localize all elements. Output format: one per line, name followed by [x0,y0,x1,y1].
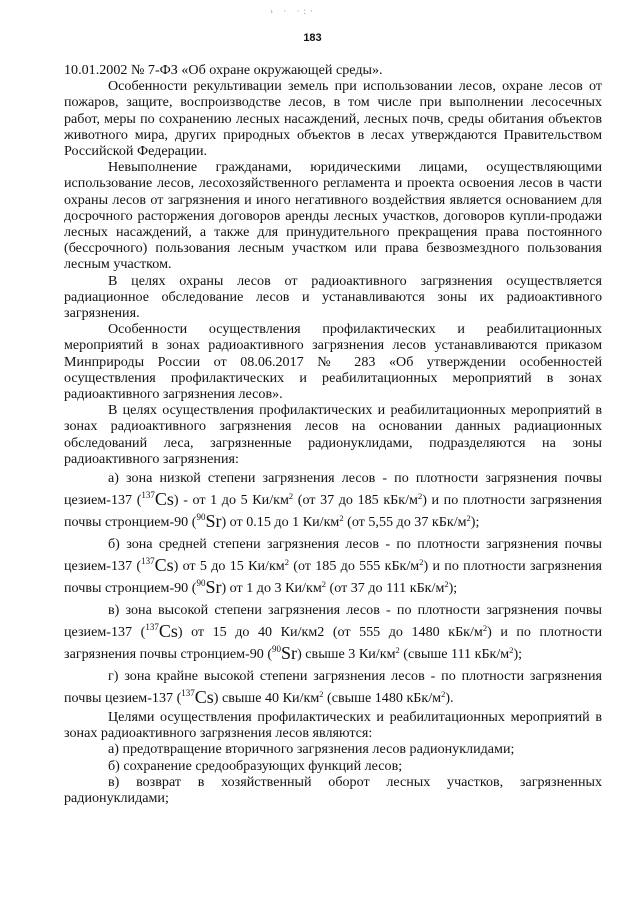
paragraph-reclamation: Особенности рекультивации земель при использовании лесов, охране лесов от пожаров, защите, воспроизводстве лесов, в том числе при выполнении лесосечных работ, меры по сохранению лесных насаждений, лесных почв, среды обитания объектов животного мира, других природных объектов в лесах утверждаются Правительством Российской Федерации. [64,78,602,160]
zone-medium: б) зона средней степени загрязнения лесов - по плотности загрязнения почвы цезием-137 ($^{137}$Cs) от 5 до 15 $Ки/км^2$ (от 185 до 555 кБк/$м^2$) и по плотности загрязнения почвы стронцием-90 ($^{90}$Sr) от 1 до 3 $Ки/км^2$ (от 37 до 111 кБк/$м^2$); [64,536,603,598]
paragraph-radiation-survey: В целях охраны лесов от радиоактивного загрязнения осуществляется радиационное обследование лесов и устанавливаются зоны их радиоактивного загрязнения. [64,272,602,322]
intro-line: 10.01.2002 № 7-ФЗ «Об охране окружающей среды». [64,62,383,78]
page-number: 183 [303,32,322,44]
zone-extreme: г) зона крайне высокой степени загрязнения лесов - по плотности загрязнения почвы цезием-137 ($^{137}$Cs) свыше 40 $Ки/км^2$ (свыше 1480 кБк/$м^2$). [64,668,602,708]
document-body [64,62,602,806]
paragraph-order-283: Особенности осуществления профилактических и реабилитационных мероприятий в зонах радиоактивного загрязнения лесов устанавливаются приказом Минприроды России от 08.06.2017 № 283 «Об утверждении особенностей осуществления профилактических и реабилитационных мероприятий в зонах радиоактивного загрязнения лесов». [64,321,602,403]
zone-high: в) зона высокой степени загрязнения лесов - по плотности загрязнения почвы цезием-137 ($^{137}$Cs) от 15 до 40 Ки/км2 (от 555 до 1480 кБк/$м^2$) и по плотности загрязнения почвы стронцием-90 ($^{90}$Sr) свыше 3 $Ки/км^2$ (свыше 111 кБк/$м^2$); [64,602,603,664]
scan-marks: › · ·:· [270,6,317,16]
zone-low: а) зона низкой степени загрязнения лесов - по плотности загрязнения почвы цезием-137 ($^{137}$Cs) - от 1 до 5 $Ки/км^2$ (от 37 до 185 кБк/$м^2$) и по плотности загрязнения почвы стронцием-90 ($^{90}$Sr) от 0.15 до 1 $Ки/км^2$ (от 5,55 до 37 кБк/$м^2$); [64,470,603,532]
paragraph-zones-intro: В целях осуществления профилактических и реабилитационных мероприятий в зонах радиоактивного загрязнения лесов на основании данных радиационных обследований леса, загрязненные радионуклидами, подразделяются на зоны радиоактивного загрязнения: [64,402,602,467]
goal-item: в) возврат в хозяйственный оборот лесных участков, загрязненных радионуклидами; [64,773,602,807]
goal-item: а) предотвращение вторичного загрязнения лесов радионуклидами; [108,741,515,758]
goal-item: б) сохранение средообразующих функций лесов; [108,757,403,774]
paragraph-violation: Невыполнение гражданами, юридическими лицами, осуществляющими использование лесов, лесохозяйственного регламента и проекта освоения лесов в части охраны лесов от загрязнения и иного негативного воздействия является основанием для досрочного расторжения договоров аренды лесных участков, договоров купли-продажи лесных насаждений, а также для принудительного прекращения права постоянного (бессрочного) пользования лесным участком или права безвозмездного пользования лесным участком. [64,159,602,273]
paragraph-goals-intro: Целями осуществления профилактических и реабилитационных мероприятий в зонах радиоактивного загрязнения лесов являются: [64,709,602,742]
